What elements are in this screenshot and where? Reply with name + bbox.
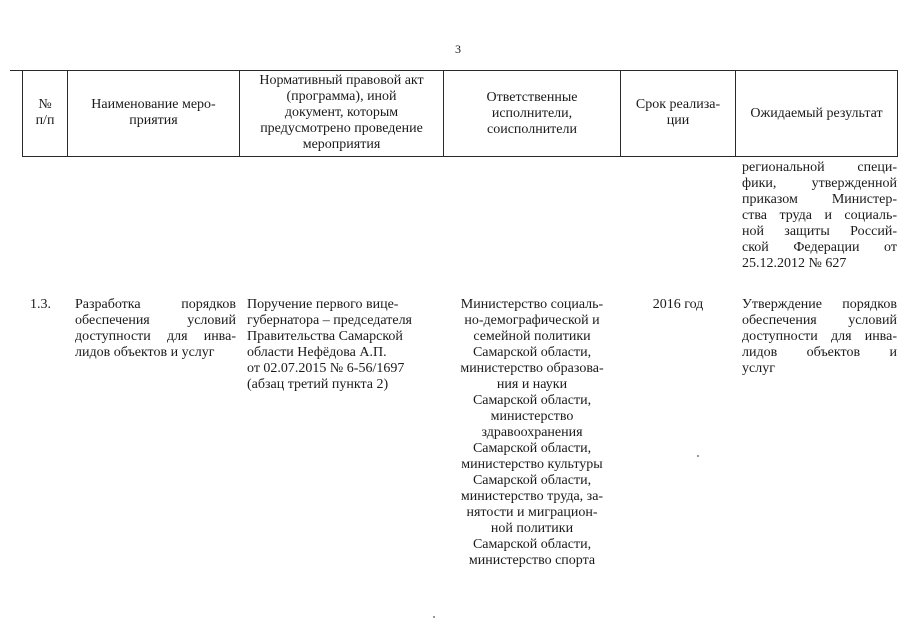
table-header-bottom-border <box>22 156 898 157</box>
continued-result-text: региональной специ- фики, утвержденной приказом Министер- ства труда и социаль- ной защиты Россий- ской Федерации от 25.12.2012 № 627 <box>742 160 897 271</box>
column-divider <box>897 70 898 157</box>
scan-speck <box>433 616 435 618</box>
row-executors: Министерство социаль- но-демографической и семейной политики Самарской области, министерство образова- ния и науки Самарской области, министерство здравоохранения Самарской области, министерство культуры Самарской области, министерство труда, за- нятости и миграцион- ной политики Самарской области, министерство спорта <box>460 297 604 568</box>
header-number: № п/п <box>35 97 55 128</box>
header-term: Срок реализа- ции <box>635 97 721 128</box>
table-top-border <box>10 70 898 71</box>
row-event-name: Разработка порядков обеспечения условий доступности для инва- лидов объектов и услуг <box>75 297 236 360</box>
row-number: 1.3. <box>30 297 51 312</box>
header-executors: Ответственные исполнители, соисполнители <box>486 90 578 137</box>
row-expected-result: Утверждение порядков обеспечения условий доступности для инва- лидов объектов и услуг <box>742 297 897 376</box>
row-term: 2016 год <box>652 297 704 312</box>
header-legal-act: Нормативный правовой акт (программа), иной документ, которым предусмотрено проведение мероприятия <box>259 73 424 152</box>
header-expected-result: Ожидаемый результат <box>750 106 883 121</box>
row-legal-act: Поручение первого вице- губернатора – председателя Правительства Самарской области Нефёдова А.П. от 02.07.2015 № 6-56/1697 (абзац третий пункта 2) <box>247 297 412 392</box>
scan-speck <box>697 455 699 457</box>
header-event-name: Наименование меро- приятия <box>91 97 216 128</box>
page-number: 3 <box>455 42 461 56</box>
